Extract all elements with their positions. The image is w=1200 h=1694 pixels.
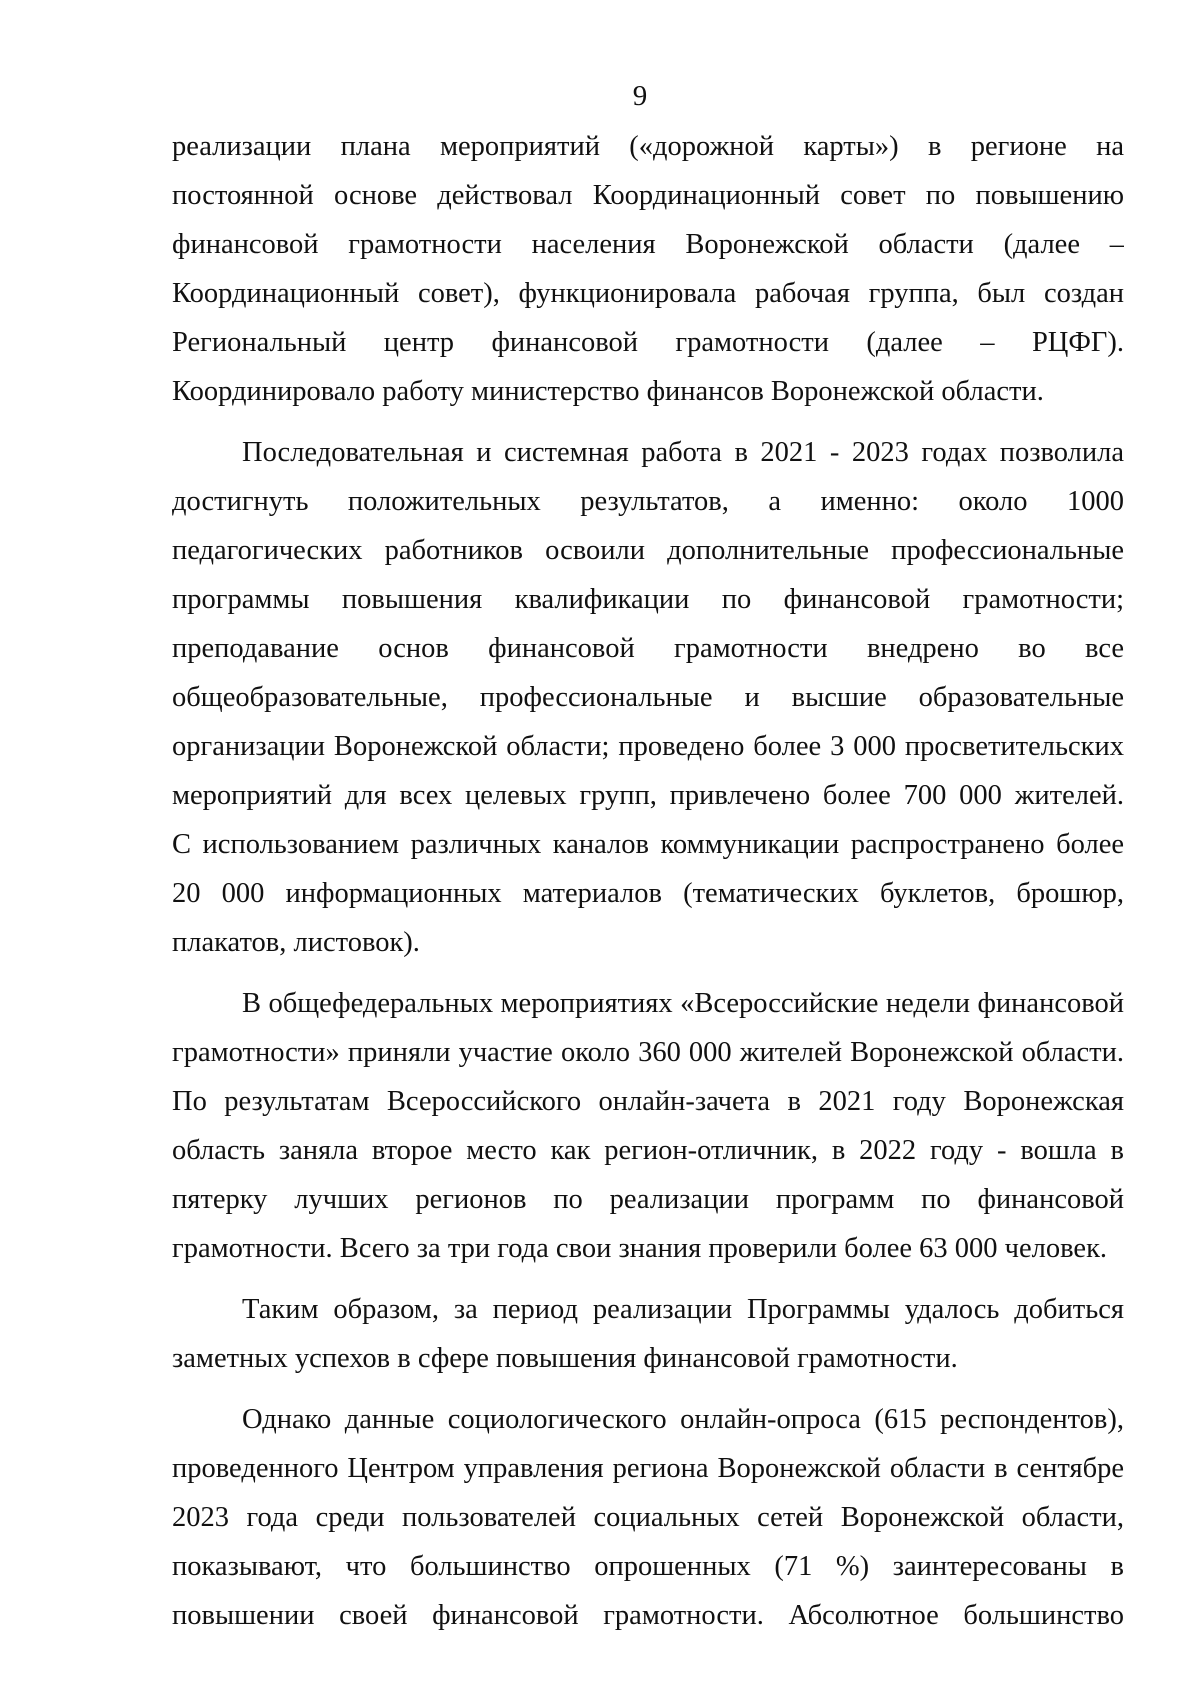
paragraph-gap bbox=[172, 1273, 1124, 1285]
text-line: пятерку лучших регионов по реализации программ по финансовой bbox=[172, 1184, 1124, 1215]
document-body bbox=[172, 122, 1124, 1640]
text-line: Координировало работу министерство финансов Воронежской области. bbox=[172, 376, 1044, 407]
paragraph bbox=[172, 122, 1124, 416]
text-line: грамотности. Всего за три года свои знания проверили более 63 000 человек. bbox=[172, 1233, 1108, 1264]
text-line: организации Воронежской области; проведено более 3 000 просветительских bbox=[172, 731, 1124, 762]
text-line: общеобразовательные, профессиональные и высшие образовательные bbox=[172, 682, 1124, 713]
text-line: финансовой грамотности населения Воронежской области (далее – bbox=[172, 229, 1124, 260]
text-line: реализации плана мероприятий («дорожной карты») в регионе на bbox=[172, 131, 1124, 162]
text-line: заметных успехов в сфере повышения финансовой грамотности. bbox=[172, 1343, 958, 1374]
page-number: 9 bbox=[632, 80, 648, 112]
text-line: область заняла второе место как регион-отличник, в 2022 году - вошла в bbox=[172, 1135, 1124, 1166]
text-line: преподавание основ финансовой грамотности внедрено во все bbox=[172, 633, 1124, 664]
text-line: 2023 года среди пользователей социальных сетей Воронежской области, bbox=[172, 1502, 1124, 1533]
text-line: По результатам Всероссийского онлайн-зачета в 2021 году Воронежская bbox=[172, 1086, 1124, 1117]
text-line: В общефедеральных мероприятиях «Всероссийские недели финансовой bbox=[242, 988, 1124, 1019]
text-line: грамотности» приняли участие около 360 000 жителей Воронежской области. bbox=[172, 1037, 1124, 1068]
text-line: проведенного Центром управления региона Воронежской области в сентябре bbox=[172, 1453, 1124, 1484]
text-line: постоянной основе действовал Координационный совет по повышению bbox=[172, 180, 1124, 211]
text-line: 20 000 информационных материалов (тематических буклетов, брошюр, bbox=[172, 878, 1124, 909]
text-line: Координационный совет), функционировала рабочая группа, был создан bbox=[172, 278, 1124, 309]
text-line: С использованием различных каналов коммуникации распространено более bbox=[172, 829, 1124, 860]
text-line: Однако данные социологического онлайн-опроса (615 респондентов), bbox=[242, 1404, 1124, 1435]
text-line: повышении своей финансовой грамотности. Абсолютное большинство bbox=[172, 1600, 1124, 1631]
text-line: достигнуть положительных результатов, а именно: около 1000 bbox=[172, 486, 1124, 517]
paragraph bbox=[172, 1285, 1124, 1383]
text-line: педагогических работников освоили дополнительные профессиональные bbox=[172, 535, 1124, 566]
paragraph bbox=[172, 979, 1124, 1273]
paragraph-gap bbox=[172, 967, 1124, 979]
text-line: мероприятий для всех целевых групп, привлечено более 700 000 жителей. bbox=[172, 780, 1124, 811]
text-line: программы повышения квалификации по финансовой грамотности; bbox=[172, 584, 1124, 615]
text-line: Последовательная и системная работа в 2021 - 2023 годах позволила bbox=[242, 437, 1124, 468]
text-line: показывают, что большинство опрошенных (71 %) заинтересованы в bbox=[172, 1551, 1124, 1582]
paragraph-gap bbox=[172, 1383, 1124, 1395]
text-line: плакатов, листовок). bbox=[172, 927, 420, 958]
paragraph bbox=[172, 428, 1124, 967]
text-line: Региональный центр финансовой грамотности (далее – РЦФГ). bbox=[172, 327, 1124, 358]
paragraph bbox=[172, 1395, 1124, 1640]
paragraph-gap bbox=[172, 416, 1124, 428]
text-line: Таким образом, за период реализации Программы удалось добиться bbox=[242, 1294, 1124, 1325]
